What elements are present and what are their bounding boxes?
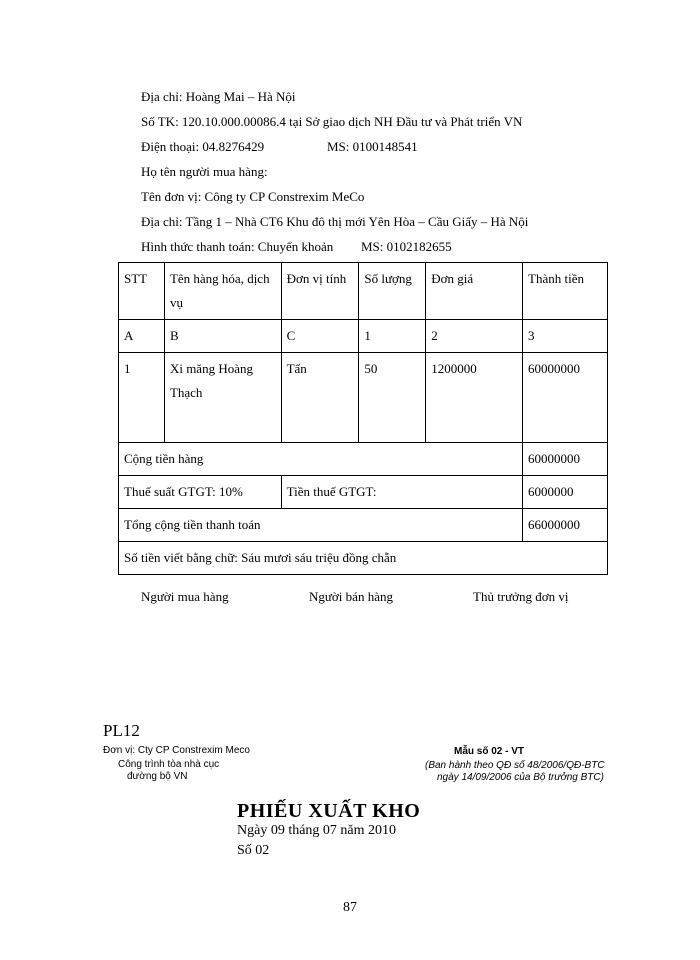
subtotal-row — [119, 443, 608, 476]
in-words-row — [119, 542, 608, 575]
item-qty: 50 — [359, 353, 426, 443]
item-stt: 1 — [119, 353, 165, 443]
buyer-tax-code: MS: 0102182655 — [361, 239, 452, 254]
header-cell: Tên hàng hóa, dịch vụ — [164, 263, 281, 320]
item-name: Xi măng Hoàng Thạch — [164, 353, 281, 443]
total-row — [119, 509, 608, 542]
header-cell: Thành tiền — [523, 263, 608, 320]
code-cell: C — [281, 320, 359, 353]
vat-amount-label: Tiền thuế GTGT: — [281, 476, 522, 509]
subtotal-value: 60000000 — [523, 443, 608, 476]
subtotal-label: Cộng tiền hàng — [119, 443, 523, 476]
form-reference-2: ngày 14/09/2006 của Bộ trưởng BTC) — [437, 772, 604, 783]
signature-buyer: Người mua hàng — [141, 589, 229, 604]
header-cell: STT — [119, 263, 165, 320]
amount-in-words: Số tiền viết bằng chữ: Sáu mươi sáu triệu đồng chẵn — [119, 542, 608, 575]
header-row — [119, 263, 608, 320]
header-cell: Đơn giá — [426, 263, 523, 320]
signature-seller: Người bán hàng — [309, 589, 393, 604]
seller-address: Địa chỉ: Hoàng Mai – Hà Nội — [141, 89, 296, 104]
unit-line-3: đường bộ VN — [127, 771, 188, 782]
code-row — [119, 320, 608, 353]
vat-amount-value: 6000000 — [523, 476, 608, 509]
code-cell: 2 — [426, 320, 523, 353]
seller-phone: Điện thoại: 04.8276429 — [141, 139, 265, 154]
total-value: 66000000 — [523, 509, 608, 542]
payment-method: Hình thức thanh toán: Chuyển khoản — [141, 239, 334, 254]
buyer-address: Địa chỉ: Tầng 1 – Nhà CT6 Khu đô thị mới Yên Hòa – Cầu Giấy – Hà Nội — [141, 214, 529, 229]
item-amount: 60000000 — [523, 353, 608, 443]
header-cell: Đơn vị tính — [281, 263, 359, 320]
item-unit: Tấn — [281, 353, 359, 443]
unit-line-1: Đơn vị: Cty CP Constrexim Meco — [103, 745, 250, 756]
item-row — [119, 353, 608, 443]
code-cell: B — [164, 320, 281, 353]
vat-rate-label: Thuế suất GTGT: 10% — [119, 476, 282, 509]
code-cell: 1 — [359, 320, 426, 353]
buyer-name: Họ tên người mua hàng: — [141, 164, 268, 179]
form-reference-1: (Ban hành theo QĐ số 48/2006/QĐ-BTC — [425, 760, 605, 771]
header-cell: Số lượng — [359, 263, 426, 320]
item-price: 1200000 — [426, 353, 523, 443]
document-date: Ngày 09 tháng 07 năm 2010 — [237, 823, 397, 838]
buyer-unit: Tên đơn vị: Công ty CP Constrexim MeCo — [141, 189, 365, 204]
seller-tax-code: MS: 0100148541 — [327, 139, 418, 154]
invoice-table — [118, 262, 608, 575]
total-label: Tổng cộng tiền thanh toán — [119, 509, 523, 542]
page-number: 87 — [343, 900, 357, 915]
code-cell: A — [119, 320, 165, 353]
code-cell: 3 — [523, 320, 608, 353]
appendix-code: PL12 — [103, 721, 140, 740]
signature-head: Thủ trưởng đơn vị — [473, 589, 569, 604]
document-title: PHIẾU XUẤT KHO — [237, 800, 421, 822]
form-number: Mẫu số 02 - VT — [454, 746, 525, 757]
document-number: Số 02 — [237, 843, 270, 858]
seller-account: Số TK: 120.10.000.00086.4 tại Sở giao dịch NH Đầu tư và Phát triển VN — [141, 114, 523, 129]
vat-row — [119, 476, 608, 509]
unit-line-2: Công trình tòa nhà cục — [118, 759, 220, 770]
